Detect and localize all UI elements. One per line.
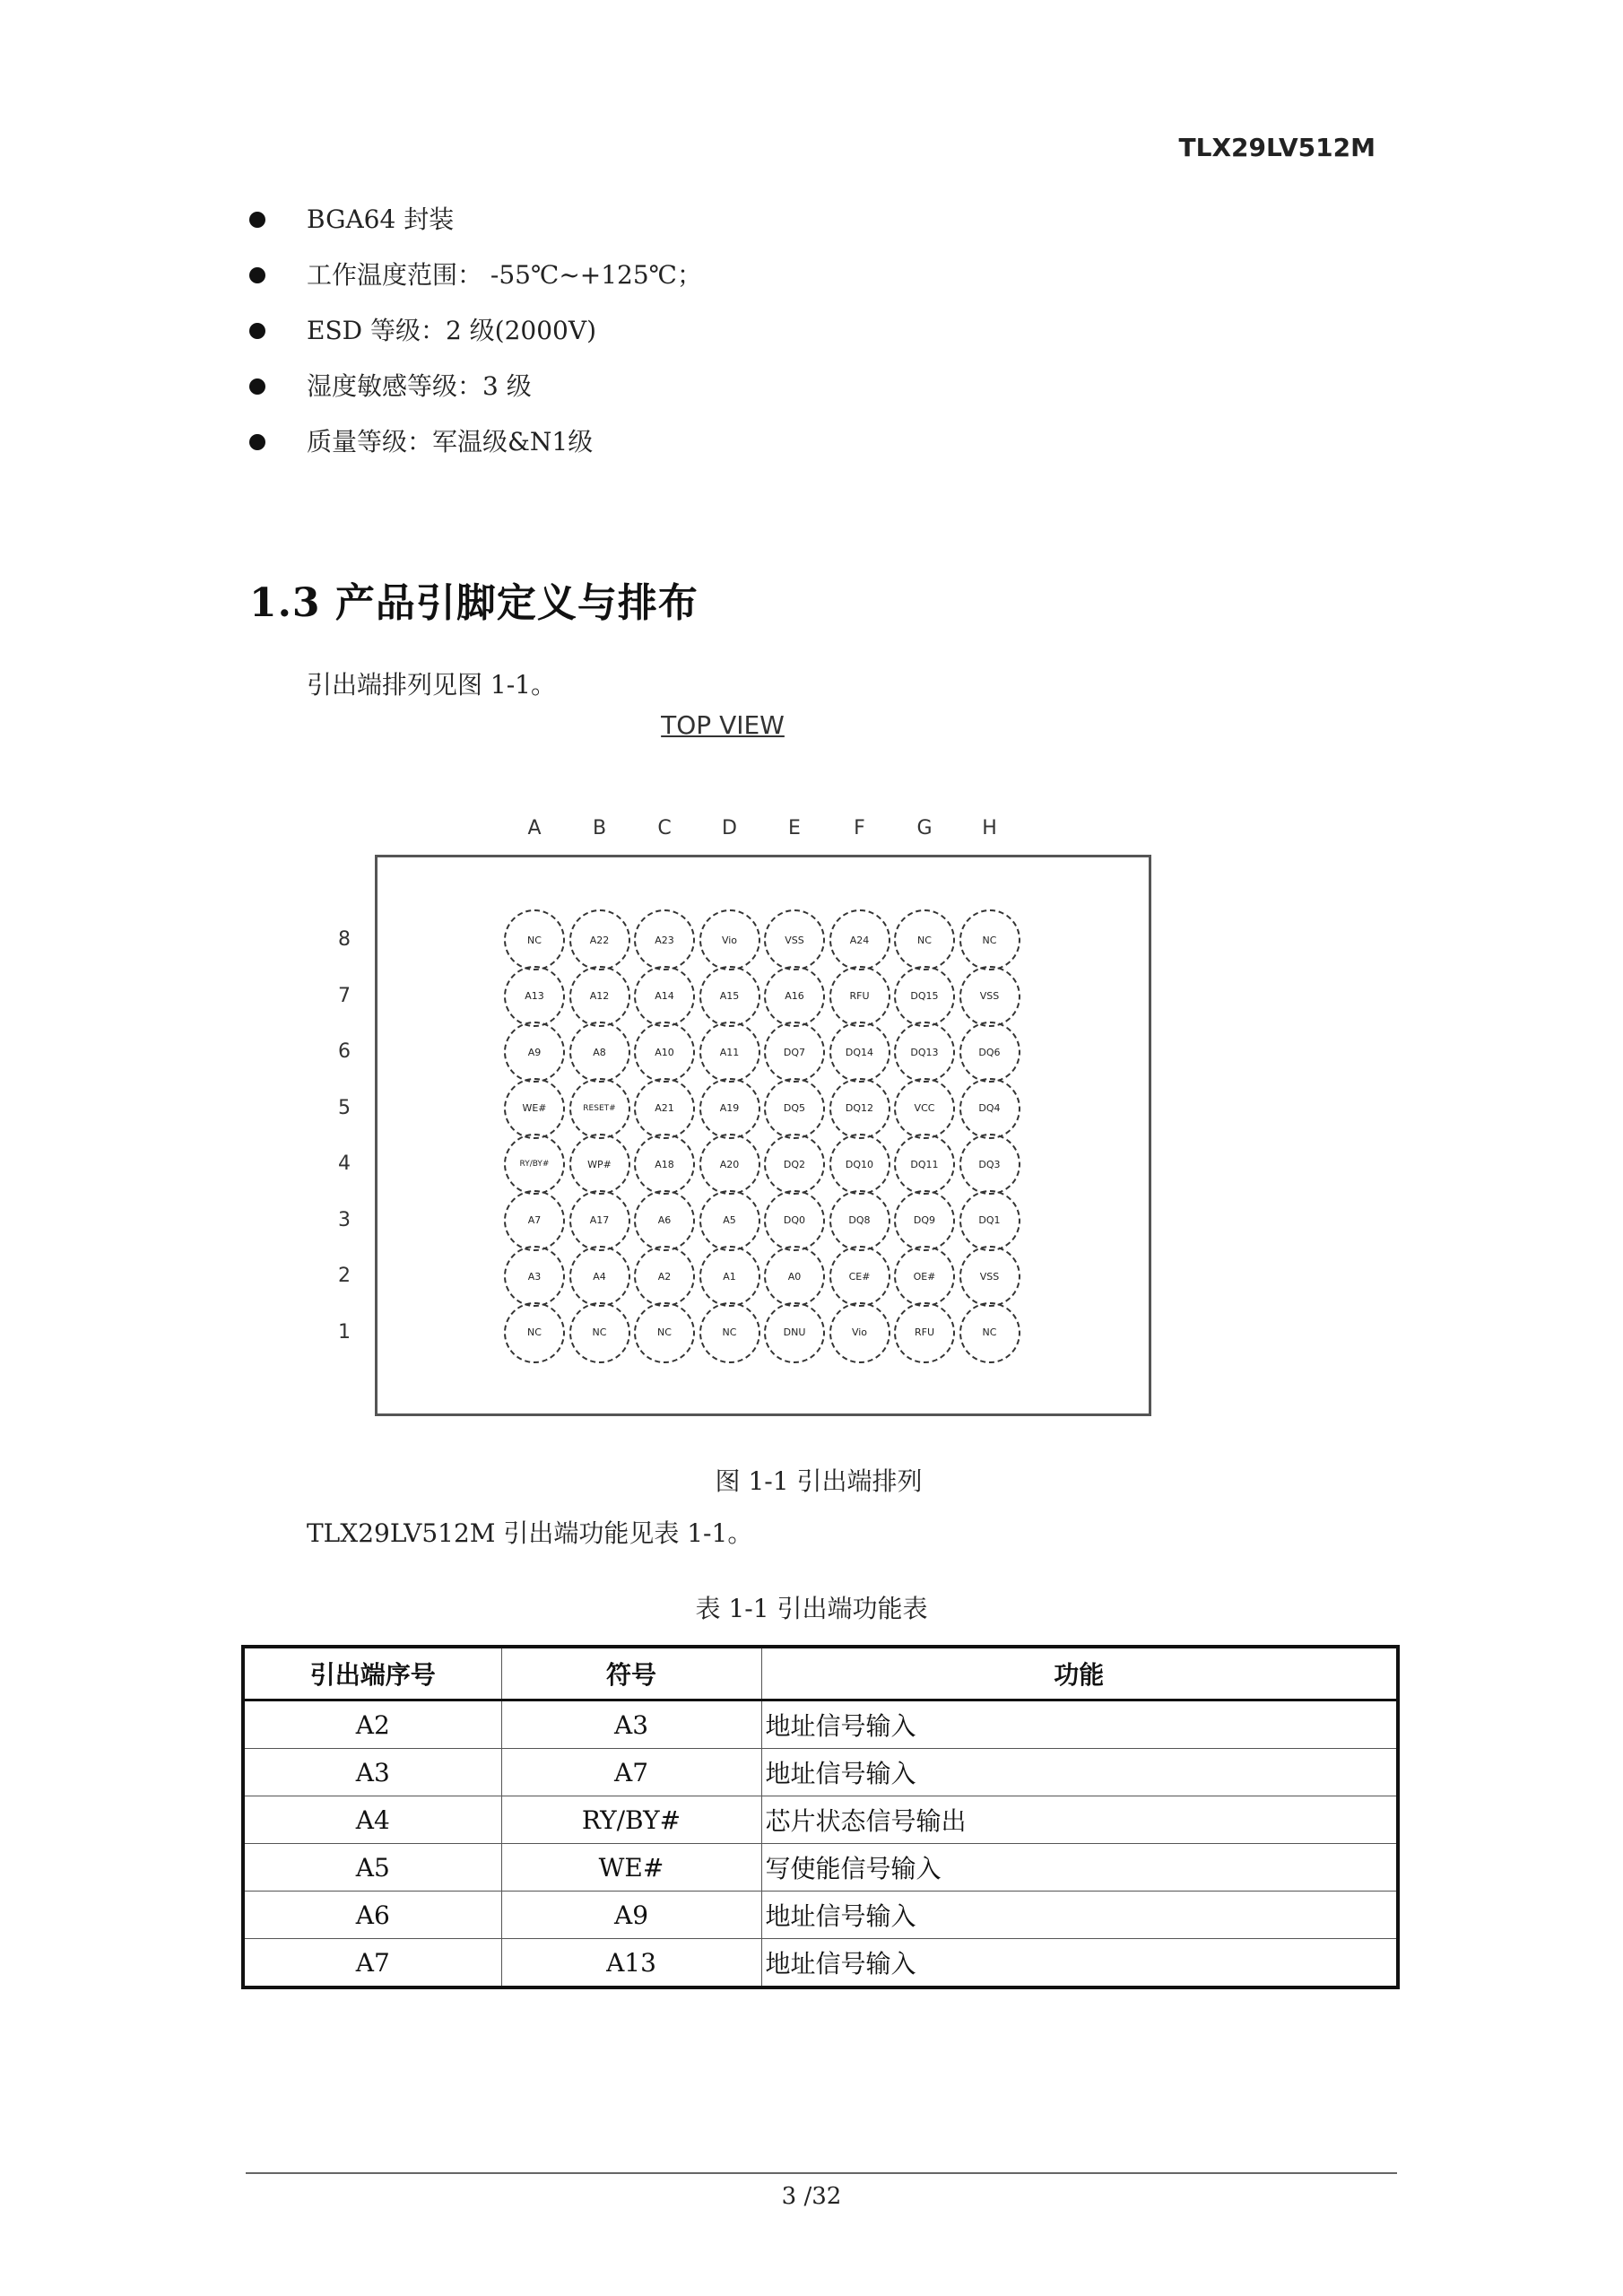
feature-item	[249, 423, 702, 479]
pin-ball: DQ2	[764, 1134, 825, 1195]
pin-ball: DQ8	[829, 1190, 890, 1251]
table-row	[243, 1939, 1398, 1988]
intro-paragraph: 引出端排列见图 1-1。	[307, 670, 556, 700]
pin-ball: NC	[634, 1302, 695, 1363]
pin-ball: A22	[569, 909, 630, 970]
pin-ball: OE#	[894, 1246, 955, 1307]
symbol-cell: A7	[501, 1749, 761, 1796]
pin-ball: NC	[894, 909, 955, 970]
pin-ball: NC	[504, 1302, 565, 1363]
pin-ball: A1	[699, 1246, 760, 1307]
pin-ball: A0	[764, 1246, 825, 1307]
pin-ball: A20	[699, 1134, 760, 1195]
column-label: E	[788, 817, 801, 839]
symbol-cell: A9	[501, 1892, 761, 1939]
pin-number-cell: A4	[243, 1796, 501, 1844]
row-label: 4	[338, 1152, 351, 1175]
column-label: F	[854, 817, 865, 839]
feature-item	[249, 257, 702, 312]
feature-item	[249, 312, 702, 368]
pin-ball: A9	[504, 1022, 565, 1083]
pin-ball: A24	[829, 909, 890, 970]
pin-function-table	[241, 1645, 1400, 1989]
feature-text: 湿度敏感等级：3 级	[307, 371, 532, 401]
column-label: G	[916, 817, 933, 839]
pin-ball: DQ12	[829, 1078, 890, 1139]
pin-ball: DQ15	[894, 966, 955, 1027]
pin-ball: DNU	[764, 1302, 825, 1363]
package-outline	[375, 855, 1151, 1416]
pin-ball: WE#	[504, 1078, 565, 1139]
column-label: D	[722, 817, 737, 839]
symbol-cell: RY/BY#	[501, 1796, 761, 1844]
function-cell: 地址信号输入	[761, 1700, 1398, 1749]
pin-ball: DQ11	[894, 1134, 955, 1195]
pin-number-cell: A2	[243, 1700, 501, 1749]
pin-ball: A3	[504, 1246, 565, 1307]
pin-ball: NC	[699, 1302, 760, 1363]
function-cell: 芯片状态信号输出	[761, 1796, 1398, 1844]
pin-ball: DQ14	[829, 1022, 890, 1083]
pin-ball: NC	[569, 1302, 630, 1363]
pin-ball: A4	[569, 1246, 630, 1307]
row-label: 3	[338, 1208, 351, 1231]
symbol-cell: A13	[501, 1939, 761, 1988]
row-label: 6	[338, 1040, 351, 1063]
row-label: 2	[338, 1265, 351, 1287]
pin-ball: DQ3	[959, 1134, 1020, 1195]
document-id: TLX29LV512M	[1178, 133, 1376, 162]
bullet-icon	[249, 212, 265, 228]
pin-ball: A11	[699, 1022, 760, 1083]
header-function: 功能	[761, 1647, 1398, 1700]
pin-ball: DQ1	[959, 1190, 1020, 1251]
row-label: 5	[338, 1096, 351, 1119]
pin-ball: A19	[699, 1078, 760, 1139]
pin-ball: A17	[569, 1190, 630, 1251]
pin-ball: RFU	[894, 1302, 955, 1363]
pin-ball: CE#	[829, 1246, 890, 1307]
pin-ball: VSS	[959, 966, 1020, 1027]
column-label: B	[592, 817, 607, 839]
pin-ball: RY/BY#	[504, 1134, 565, 1195]
column-label: H	[982, 817, 997, 839]
feature-text: 工作温度范围： -55℃~+125℃；	[307, 260, 703, 290]
pin-number-cell: A5	[243, 1844, 501, 1892]
feature-text: 质量等级：军温级&N1级	[307, 427, 594, 457]
pin-ball: A5	[699, 1190, 760, 1251]
pin-ball: Vio	[829, 1302, 890, 1363]
column-label: C	[657, 817, 672, 839]
pin-ball: RESET#	[569, 1078, 630, 1139]
pin-ball: NC	[959, 1302, 1020, 1363]
pin-ball: WP#	[569, 1134, 630, 1195]
top-view-label: TOP VIEW	[661, 710, 785, 740]
pin-ball: A18	[634, 1134, 695, 1195]
pin-ball: NC	[959, 909, 1020, 970]
table-row	[243, 1892, 1398, 1939]
footer-divider	[246, 2172, 1397, 2174]
pin-ball: DQ9	[894, 1190, 955, 1251]
feature-text: ESD 等级：2 级(2000V)	[307, 316, 597, 345]
page-number: 3 /32	[781, 2183, 842, 2210]
pin-ball: VSS	[959, 1246, 1020, 1307]
table-row	[243, 1796, 1398, 1844]
function-cell: 地址信号输入	[761, 1749, 1398, 1796]
pin-ball: A10	[634, 1022, 695, 1083]
pin-ball: A15	[699, 966, 760, 1027]
pin-ball: A12	[569, 966, 630, 1027]
feature-list	[249, 201, 702, 479]
symbol-cell: A3	[501, 1700, 761, 1749]
header-symbol: 符号	[501, 1647, 761, 1700]
section-title: 1.3 产品引脚定义与排布	[249, 580, 699, 626]
pin-number-cell: A7	[243, 1939, 501, 1988]
pin-ball: DQ10	[829, 1134, 890, 1195]
bullet-icon	[249, 434, 265, 450]
bullet-icon	[249, 267, 265, 283]
function-cell: 地址信号输入	[761, 1939, 1398, 1988]
bullet-icon	[249, 323, 265, 339]
pin-ball: A23	[634, 909, 695, 970]
row-label: 8	[338, 928, 351, 951]
table-caption: 表 1-1 引出端功能表	[695, 1594, 928, 1623]
pin-ball: VCC	[894, 1078, 955, 1139]
pin-ball: Vio	[699, 909, 760, 970]
header-pin-number: 引出端序号	[243, 1647, 501, 1700]
pin-ball: DQ0	[764, 1190, 825, 1251]
feature-text: BGA64 封装	[307, 204, 455, 234]
pin-ball: DQ7	[764, 1022, 825, 1083]
function-cell: 写使能信号输入	[761, 1844, 1398, 1892]
column-label: A	[527, 817, 542, 839]
bullet-icon	[249, 378, 265, 395]
pin-ball: A16	[764, 966, 825, 1027]
pin-ball: A8	[569, 1022, 630, 1083]
table-header-row	[243, 1647, 1398, 1700]
pin-ball: A21	[634, 1078, 695, 1139]
pin-ball: VSS	[764, 909, 825, 970]
row-label: 1	[338, 1320, 351, 1344]
pin-number-cell: A6	[243, 1892, 501, 1939]
row-label: 7	[338, 984, 351, 1007]
pin-ball: DQ6	[959, 1022, 1020, 1083]
feature-item	[249, 201, 702, 257]
symbol-cell: WE#	[501, 1844, 761, 1892]
pin-ball: A2	[634, 1246, 695, 1307]
pin-ball: A14	[634, 966, 695, 1027]
pin-ball: DQ13	[894, 1022, 955, 1083]
pin-ball: A6	[634, 1190, 695, 1251]
function-cell: 地址信号输入	[761, 1892, 1398, 1939]
figure-caption: 图 1-1 引出端排列	[715, 1466, 923, 1496]
pin-ball: A7	[504, 1190, 565, 1251]
table-intro-paragraph: TLX29LV512M 引出端功能见表 1-1。	[307, 1518, 753, 1548]
pin-ball: A13	[504, 966, 565, 1027]
pin-number-cell: A3	[243, 1749, 501, 1796]
pin-ball: DQ5	[764, 1078, 825, 1139]
table-row	[243, 1700, 1398, 1749]
table-row	[243, 1749, 1398, 1796]
pin-ball: NC	[504, 909, 565, 970]
feature-item	[249, 368, 702, 423]
table-row	[243, 1844, 1398, 1892]
pin-ball: DQ4	[959, 1078, 1020, 1139]
pin-ball: RFU	[829, 966, 890, 1027]
